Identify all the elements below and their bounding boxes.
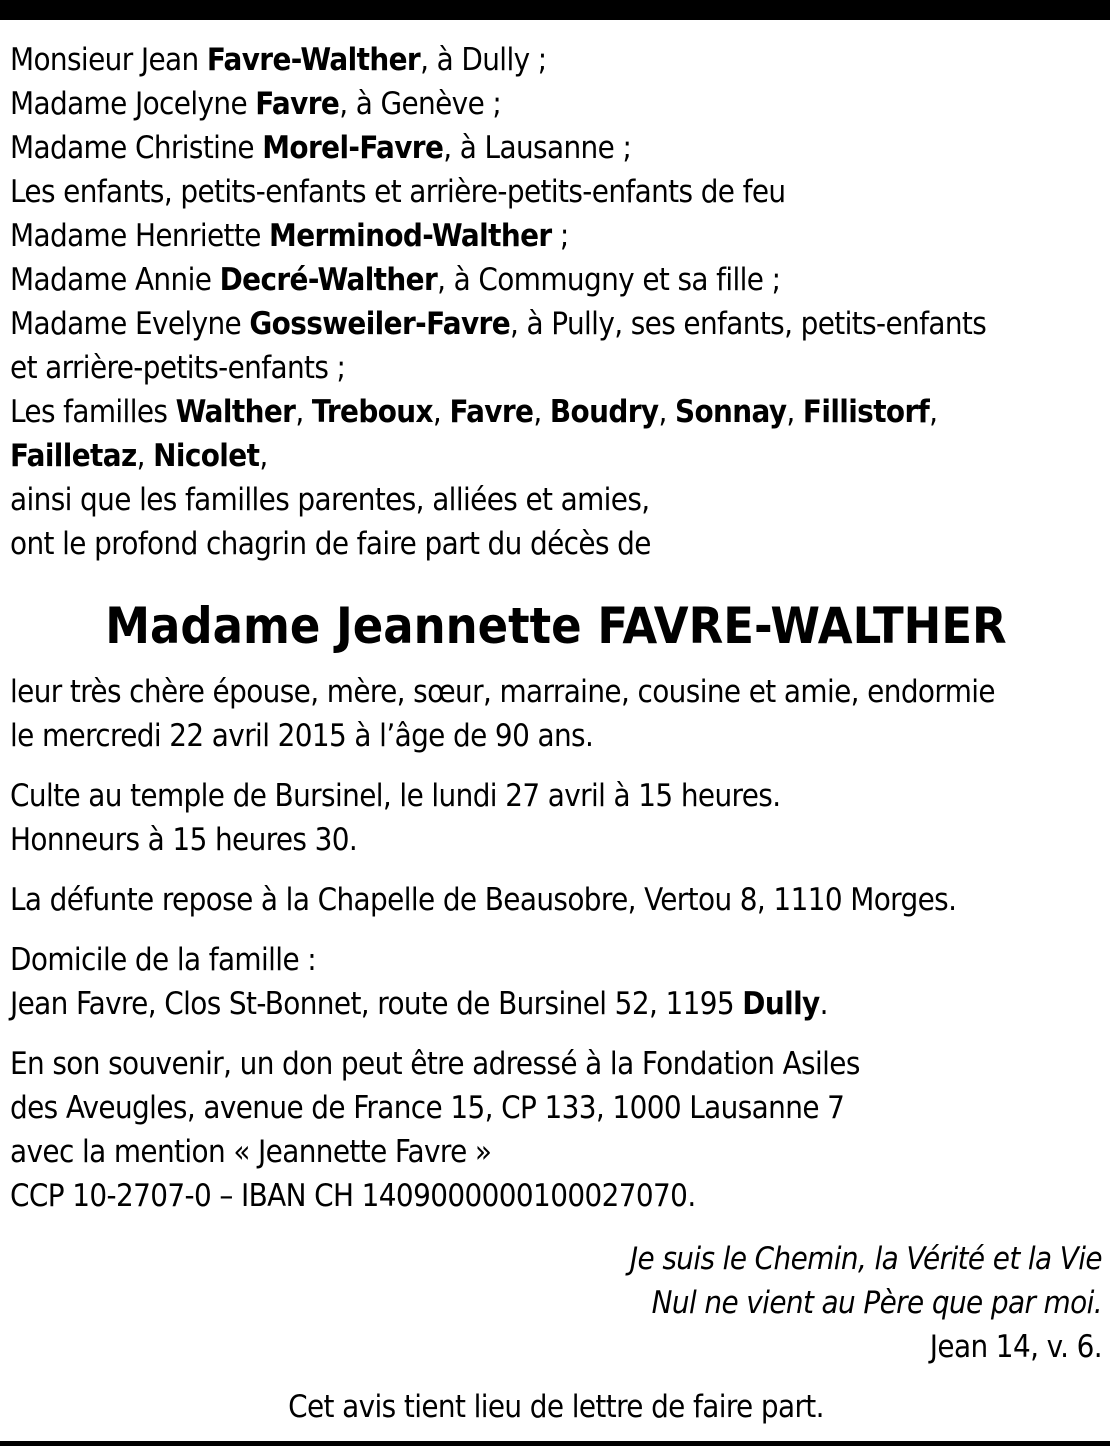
verse-line-1: Je suis le Chemin, la Vérité et la Vie xyxy=(629,1241,1102,1277)
ceremony-line-2: Honneurs à 15 heures 30. xyxy=(10,822,358,858)
spacer xyxy=(10,758,1102,774)
top-border xyxy=(0,0,1110,20)
spacer xyxy=(10,922,1102,938)
ceremony-line-1: Culte au temple de Bursinel, le lundi 27 avril à 15 heures. xyxy=(10,778,781,814)
family-line-3: Madame Christine Morel-Favre, à Lausanne ; xyxy=(10,130,632,166)
spacer xyxy=(10,1026,1102,1042)
family-line-4: Les enfants, petits-enfants et arrière-petits-enfants de feu xyxy=(10,174,786,210)
spacer xyxy=(10,1369,1102,1385)
deceased-name: Madame Jeannette FAVRE-WALTHER xyxy=(105,597,1007,655)
family-line-8: et arrière-petits-enfants ; xyxy=(10,350,346,386)
repose-line: La défunte repose à la Chapelle de Beausobre, Vertou 8, 1110 Morges. xyxy=(10,882,957,918)
donation-line-3: avec la mention « Jeannette Favre » xyxy=(10,1134,492,1170)
spacer xyxy=(10,862,1102,878)
description-line-1: leur très chère épouse, mère, sœur, marraine, cousine et amie, endormie xyxy=(10,674,995,710)
intro-line-1: ainsi que les familles parentes, alliées et amies, xyxy=(10,482,650,518)
families-list-line-1: Les familles Walther, Treboux, Favre, Boudry, Sonnay, Fillistorf, xyxy=(10,394,938,430)
donation-line-2: des Aveugles, avenue de France 15, CP 133, 1000 Lausanne 7 xyxy=(10,1090,845,1126)
family-line-1: Monsieur Jean Favre-Walther, à Dully ; xyxy=(10,42,547,78)
verse-line-2: Nul ne vient au Père que par moi. xyxy=(651,1285,1102,1321)
family-line-7: Madame Evelyne Gossweiler-Favre, à Pully, ses enfants, petits-enfants xyxy=(10,306,987,342)
donation-line-4: CCP 10-2707-0 – IBAN CH 1409000000100027070. xyxy=(10,1178,696,1214)
bottom-border xyxy=(0,1441,1110,1446)
spacer xyxy=(10,1218,1102,1237)
domicile-address: Jean Favre, Clos St-Bonnet, route de Bursinel 52, 1195 Dully. xyxy=(10,986,828,1022)
obituary-notice xyxy=(10,38,1102,1429)
description-line-2: le mercredi 22 avril 2015 à l’âge de 90 ans. xyxy=(10,718,594,754)
donation-line-1: En son souvenir, un don peut être adressé à la Fondation Asiles xyxy=(10,1046,860,1082)
final-note: Cet avis tient lieu de lettre de faire part. xyxy=(288,1389,824,1425)
family-line-5: Madame Henriette Merminod-Walther ; xyxy=(10,218,569,254)
family-line-2: Madame Jocelyne Favre, à Genève ; xyxy=(10,86,502,122)
verse-reference: Jean 14, v. 6. xyxy=(929,1329,1102,1365)
families-list-line-2: Failletaz, Nicolet, xyxy=(10,438,268,474)
family-line-6: Madame Annie Decré-Walther, à Commugny et sa fille ; xyxy=(10,262,781,298)
domicile-label: Domicile de la famille : xyxy=(10,942,317,978)
intro-line-2: ont le profond chagrin de faire part du décès de xyxy=(10,526,651,562)
